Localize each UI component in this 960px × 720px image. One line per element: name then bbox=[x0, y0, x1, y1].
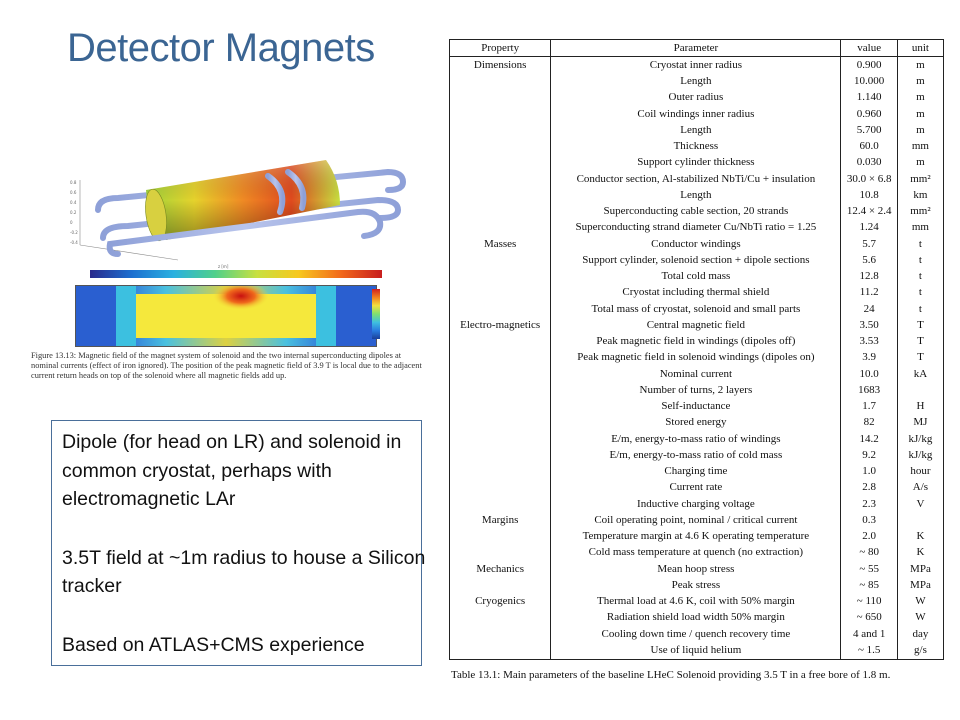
cell-property: Margins bbox=[450, 512, 551, 528]
cell-unit: mm bbox=[897, 139, 943, 155]
note-paragraph: Based on ATLAS+CMS experience bbox=[62, 633, 365, 656]
cell-unit: T bbox=[897, 334, 943, 350]
cell-property bbox=[450, 610, 551, 626]
cell-parameter: Charging time bbox=[551, 464, 841, 480]
cell-unit: m bbox=[897, 122, 943, 138]
note-paragraph: 3.5T field at ~1m radius to house a Silicon tracker bbox=[62, 546, 426, 597]
cell-value: 0.900 bbox=[841, 57, 897, 74]
cell-parameter: Total cold mass bbox=[551, 269, 841, 285]
cell-unit: kJ/kg bbox=[897, 431, 943, 447]
table-row bbox=[450, 57, 944, 74]
cell-property: Cryogenics bbox=[450, 594, 551, 610]
table-header-row bbox=[450, 40, 944, 57]
cell-property bbox=[450, 106, 551, 122]
cell-value: 2.8 bbox=[841, 480, 897, 496]
cell-property bbox=[450, 285, 551, 301]
cell-parameter: Total mass of cryostat, solenoid and small parts bbox=[551, 301, 841, 317]
cell-property bbox=[450, 90, 551, 106]
cell-parameter: Cryostat inner radius bbox=[551, 57, 841, 74]
svg-text:0.4: 0.4 bbox=[70, 200, 77, 205]
svg-text:-0.2: -0.2 bbox=[70, 230, 78, 235]
cell-value: 3.9 bbox=[841, 350, 897, 366]
cell-value: 1.24 bbox=[841, 220, 897, 236]
table-row bbox=[450, 334, 944, 350]
cell-value: ~ 110 bbox=[841, 594, 897, 610]
cell-unit: K bbox=[897, 529, 943, 545]
cell-value: 2.3 bbox=[841, 496, 897, 512]
cell-unit: mm² bbox=[897, 204, 943, 220]
cell-parameter: Radiation shield load width 50% margin bbox=[551, 610, 841, 626]
cell-unit: kJ/kg bbox=[897, 447, 943, 463]
table-row bbox=[450, 269, 944, 285]
cell-value: 12.4 × 2.4 bbox=[841, 204, 897, 220]
table-row bbox=[450, 399, 944, 415]
cell-value: 4 and 1 bbox=[841, 626, 897, 642]
cell-unit: m bbox=[897, 90, 943, 106]
cell-parameter: Stored energy bbox=[551, 415, 841, 431]
cell-parameter: Cold mass temperature at quench (no extraction) bbox=[551, 545, 841, 561]
magnet-3d-field-figure bbox=[58, 150, 426, 275]
cell-parameter: Cooling down time / quench recovery time bbox=[551, 626, 841, 642]
cell-unit: W bbox=[897, 610, 943, 626]
cell-unit: t bbox=[897, 301, 943, 317]
cell-value: 10.8 bbox=[841, 187, 897, 203]
cell-parameter: Coil windings inner radius bbox=[551, 106, 841, 122]
table-row bbox=[450, 594, 944, 610]
cell-parameter: Support cylinder thickness bbox=[551, 155, 841, 171]
cell-parameter: Use of liquid helium bbox=[551, 642, 841, 659]
cell-value: ~ 650 bbox=[841, 610, 897, 626]
cell-value: 1.7 bbox=[841, 399, 897, 415]
cell-property bbox=[450, 529, 551, 545]
cell-property: Masses bbox=[450, 236, 551, 252]
table-row bbox=[450, 480, 944, 496]
table-row bbox=[450, 285, 944, 301]
cell-property bbox=[450, 415, 551, 431]
cell-parameter: Thermal load at 4.6 K, coil with 50% margin bbox=[551, 594, 841, 610]
cell-property bbox=[450, 431, 551, 447]
cell-value: 5.6 bbox=[841, 252, 897, 268]
cell-property bbox=[450, 382, 551, 398]
cell-unit: t bbox=[897, 236, 943, 252]
table-row bbox=[450, 301, 944, 317]
cell-value: 2.0 bbox=[841, 529, 897, 545]
cell-parameter: Peak magnetic field in windings (dipoles off) bbox=[551, 334, 841, 350]
cell-parameter: Conductor section, Al-stabilized NbTi/Cu + insulation bbox=[551, 171, 841, 187]
cell-parameter: Outer radius bbox=[551, 90, 841, 106]
cell-property bbox=[450, 155, 551, 171]
cell-property bbox=[450, 447, 551, 463]
cell-unit: MJ bbox=[897, 415, 943, 431]
cell-parameter: E/m, energy-to-mass ratio of cold mass bbox=[551, 447, 841, 463]
cell-property bbox=[450, 74, 551, 90]
cell-parameter: Peak magnetic field in solenoid windings (dipoles on) bbox=[551, 350, 841, 366]
cell-property bbox=[450, 301, 551, 317]
cell-parameter: Length bbox=[551, 74, 841, 90]
cell-unit: MPa bbox=[897, 577, 943, 593]
cell-parameter: Temperature margin at 4.6 K operating temperature bbox=[551, 529, 841, 545]
cell-value: ~ 80 bbox=[841, 545, 897, 561]
column-header-property: Property bbox=[450, 40, 551, 57]
svg-text:0.8: 0.8 bbox=[70, 180, 77, 185]
cell-value: 1.140 bbox=[841, 90, 897, 106]
table-row bbox=[450, 220, 944, 236]
cell-unit: kA bbox=[897, 366, 943, 382]
cell-unit: m bbox=[897, 155, 943, 171]
cell-parameter: Conductor windings bbox=[551, 236, 841, 252]
table-row bbox=[450, 236, 944, 252]
cell-unit: T bbox=[897, 317, 943, 333]
cell-parameter: Self-inductance bbox=[551, 399, 841, 415]
cell-property: Electro-magnetics bbox=[450, 317, 551, 333]
cell-parameter: Number of turns, 2 layers bbox=[551, 382, 841, 398]
cell-value: 0.960 bbox=[841, 106, 897, 122]
cell-unit: mm² bbox=[897, 171, 943, 187]
cell-value: ~ 55 bbox=[841, 561, 897, 577]
table-row bbox=[450, 350, 944, 366]
field-map-colorbar bbox=[372, 289, 380, 339]
cell-parameter: Nominal current bbox=[551, 366, 841, 382]
svg-text:-0.4: -0.4 bbox=[70, 240, 78, 245]
cell-unit bbox=[897, 382, 943, 398]
table-row bbox=[450, 382, 944, 398]
cell-property bbox=[450, 334, 551, 350]
cell-value: 9.2 bbox=[841, 447, 897, 463]
figure-caption: Figure 13.13: Magnetic field of the magnet system of solenoid and the two internal superconducting dipoles at nominal currents (effect of iron ignored). The position of the peak magnetic field of 3.9 T is local due to the adjacent current return heads on top of the solenoid where all magnetic fields add up. bbox=[31, 351, 422, 380]
table-row bbox=[450, 529, 944, 545]
cell-unit: mm bbox=[897, 220, 943, 236]
cell-unit: A/s bbox=[897, 480, 943, 496]
cell-parameter: Thickness bbox=[551, 139, 841, 155]
cell-parameter: Inductive charging voltage bbox=[551, 496, 841, 512]
svg-text:0.6: 0.6 bbox=[70, 190, 77, 195]
table-row bbox=[450, 577, 944, 593]
cell-unit: W bbox=[897, 594, 943, 610]
table-row bbox=[450, 561, 944, 577]
cell-value: 3.53 bbox=[841, 334, 897, 350]
cell-property bbox=[450, 464, 551, 480]
cell-property bbox=[450, 366, 551, 382]
field-map-2d-figure bbox=[75, 285, 377, 347]
svg-text:z [m]: z [m] bbox=[218, 264, 229, 269]
cell-property bbox=[450, 122, 551, 138]
cell-unit bbox=[897, 512, 943, 528]
table-row bbox=[450, 74, 944, 90]
cell-parameter: Length bbox=[551, 122, 841, 138]
table-caption: Table 13.1: Main parameters of the baseline LHeC Solenoid providing 3.5 T in a free bore of 1.8 m. bbox=[451, 669, 891, 681]
cell-unit: hour bbox=[897, 464, 943, 480]
cell-unit: V bbox=[897, 496, 943, 512]
cell-property bbox=[450, 187, 551, 203]
cell-parameter: Peak stress bbox=[551, 577, 841, 593]
table-row bbox=[450, 610, 944, 626]
table-row bbox=[450, 139, 944, 155]
column-header-parameter: Parameter bbox=[551, 40, 841, 57]
cell-unit: g/s bbox=[897, 642, 943, 659]
cell-parameter: Superconducting strand diameter Cu/NbTi ratio = 1.25 bbox=[551, 220, 841, 236]
cell-unit: km bbox=[897, 187, 943, 203]
table-row bbox=[450, 90, 944, 106]
cell-value: 60.0 bbox=[841, 139, 897, 155]
cell-parameter: Superconducting cable section, 20 strands bbox=[551, 204, 841, 220]
table-row bbox=[450, 496, 944, 512]
cell-property bbox=[450, 350, 551, 366]
column-header-value: value bbox=[841, 40, 897, 57]
cell-property bbox=[450, 545, 551, 561]
column-header-unit: unit bbox=[897, 40, 943, 57]
cell-parameter: Coil operating point, nominal / critical current bbox=[551, 512, 841, 528]
cell-parameter: Mean hoop stress bbox=[551, 561, 841, 577]
cell-unit: m bbox=[897, 74, 943, 90]
cell-property: Mechanics bbox=[450, 561, 551, 577]
cell-value: 0.030 bbox=[841, 155, 897, 171]
cell-unit: MPa bbox=[897, 561, 943, 577]
note-paragraph: Dipole (for head on LR) and solenoid in common cryostat, perhaps with electromagnetic LAr bbox=[62, 431, 402, 510]
cell-unit: day bbox=[897, 626, 943, 642]
table-row bbox=[450, 155, 944, 171]
cell-property bbox=[450, 577, 551, 593]
cell-property bbox=[450, 139, 551, 155]
cell-value: 10.000 bbox=[841, 74, 897, 90]
cell-property bbox=[450, 171, 551, 187]
cell-property bbox=[450, 220, 551, 236]
cell-property: Dimensions bbox=[450, 57, 551, 74]
table-row bbox=[450, 415, 944, 431]
cell-unit: T bbox=[897, 350, 943, 366]
cell-value: 82 bbox=[841, 415, 897, 431]
cell-parameter: E/m, energy-to-mass ratio of windings bbox=[551, 431, 841, 447]
table-row bbox=[450, 642, 944, 659]
cell-property bbox=[450, 269, 551, 285]
cell-value: 14.2 bbox=[841, 431, 897, 447]
cell-parameter: Central magnetic field bbox=[551, 317, 841, 333]
table-row bbox=[450, 626, 944, 642]
cell-value: 1.0 bbox=[841, 464, 897, 480]
table-row bbox=[450, 317, 944, 333]
cell-property bbox=[450, 204, 551, 220]
svg-text:0: 0 bbox=[70, 220, 73, 225]
svg-text:0.2: 0.2 bbox=[70, 210, 77, 215]
cell-property bbox=[450, 496, 551, 512]
colorbar-3d bbox=[90, 270, 382, 278]
cell-property bbox=[450, 480, 551, 496]
cell-unit: H bbox=[897, 399, 943, 415]
cell-parameter: Cryostat including thermal shield bbox=[551, 285, 841, 301]
cell-unit: t bbox=[897, 285, 943, 301]
cell-property bbox=[450, 399, 551, 415]
cell-parameter: Length bbox=[551, 187, 841, 203]
cell-value: 12.8 bbox=[841, 269, 897, 285]
table-row bbox=[450, 171, 944, 187]
table-row bbox=[450, 106, 944, 122]
cell-value: 0.3 bbox=[841, 512, 897, 528]
cell-property bbox=[450, 626, 551, 642]
table-row bbox=[450, 512, 944, 528]
cell-value: 30.0 × 6.8 bbox=[841, 171, 897, 187]
cell-value: 1683 bbox=[841, 382, 897, 398]
table-row bbox=[450, 431, 944, 447]
cell-value: 5.700 bbox=[841, 122, 897, 138]
cell-unit: t bbox=[897, 252, 943, 268]
cell-unit: t bbox=[897, 269, 943, 285]
cell-value: 3.50 bbox=[841, 317, 897, 333]
cell-value: 10.0 bbox=[841, 366, 897, 382]
cell-property bbox=[450, 252, 551, 268]
table-row bbox=[450, 122, 944, 138]
parameters-table bbox=[449, 39, 944, 660]
cell-value: 11.2 bbox=[841, 285, 897, 301]
cell-value: 24 bbox=[841, 301, 897, 317]
table-row bbox=[450, 545, 944, 561]
cell-property bbox=[450, 642, 551, 659]
cell-value: 5.7 bbox=[841, 236, 897, 252]
cell-parameter: Support cylinder, solenoid section + dipole sections bbox=[551, 252, 841, 268]
slide-title: Detector Magnets bbox=[67, 26, 375, 70]
table-row bbox=[450, 252, 944, 268]
cell-parameter: Current rate bbox=[551, 480, 841, 496]
cell-unit: m bbox=[897, 106, 943, 122]
cell-unit: m bbox=[897, 57, 943, 74]
table-row bbox=[450, 366, 944, 382]
table-row bbox=[450, 187, 944, 203]
cell-value: ~ 85 bbox=[841, 577, 897, 593]
table-row bbox=[450, 464, 944, 480]
cell-value: ~ 1.5 bbox=[841, 642, 897, 659]
notes-text bbox=[62, 428, 442, 659]
table-row bbox=[450, 447, 944, 463]
cell-unit: K bbox=[897, 545, 943, 561]
table-row bbox=[450, 204, 944, 220]
